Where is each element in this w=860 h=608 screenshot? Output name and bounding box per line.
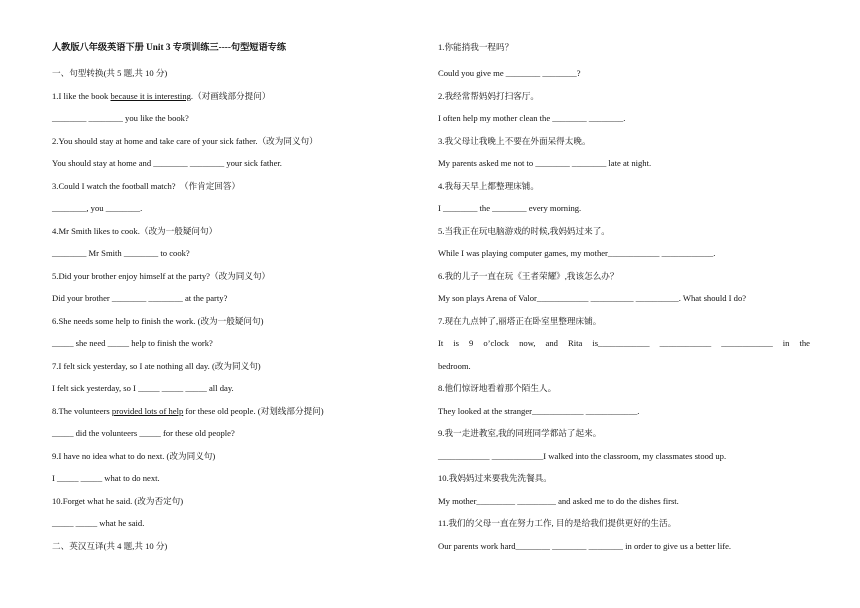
question-line: My son plays Arena of Valor____________ __________ __________. What should I do? — [438, 293, 747, 303]
question-line: ________, you ________. — [52, 203, 143, 213]
word: Rita — [567, 338, 583, 348]
question-line: 5.当我正在玩电脑游戏的时候,我妈妈过来了。 — [438, 226, 610, 236]
question-line — [52, 90, 270, 102]
question-line: 2.You should stay at home and take care of your sick father.（改为同义句） — [52, 136, 318, 146]
word: is — [453, 338, 459, 348]
question-line: 6.She needs some help to finish the work. (改为一般疑问句) — [52, 316, 264, 326]
question-line — [438, 337, 810, 349]
question-line: I felt sick yesterday, so I _____ _____ _____ all day. — [52, 383, 234, 393]
question-line: They looked at the stranger____________ ____________. — [438, 406, 640, 416]
section-heading: 一、句型转换(共 5 题,共 10 分) — [52, 68, 168, 78]
question-line: 11.我们的父母一直在努力工作, 目的是给我们提供更好的生活。 — [438, 518, 677, 528]
word: now, — [519, 338, 536, 348]
text-segment: 1.I like the book — [52, 91, 111, 101]
word: It — [438, 338, 444, 348]
word: the — [799, 338, 810, 348]
word: in — [782, 338, 790, 348]
question-line: _____ _____ what he said. — [52, 518, 145, 528]
question-line: My mother_________ _________ and asked me to do the dishes first. — [438, 496, 679, 506]
underlined-phrase: provided lots of help — [111, 406, 184, 416]
question-line: My parents asked me not to ________ ________ late at night. — [438, 158, 652, 168]
word: is____________ — [592, 338, 650, 348]
word: ____________ — [721, 338, 773, 348]
word: o’clock — [483, 338, 510, 348]
question-line: 7.现在九点钟了,丽塔正在卧室里整理床铺。 — [438, 316, 602, 326]
question-line: 10.我妈妈过来要我先洗餐具。 — [438, 473, 552, 483]
question-line: 3.Could I watch the football match? （作肯定回答） — [52, 181, 241, 191]
question-line: _____ she need _____ help to finish the work? — [52, 338, 213, 348]
word: and — [545, 338, 558, 348]
section-heading: 二、英汉互译(共 4 题,共 10 分) — [52, 541, 168, 551]
question-line: bedroom. — [438, 361, 471, 371]
question-line: 8.他们惊讶地看着那个陌生人。 — [438, 383, 557, 393]
question-line: 5.Did your brother enjoy himself at the party?（改为同义句） — [52, 271, 271, 281]
text-segment: .（对画线部分提问） — [190, 91, 271, 101]
question-line — [52, 405, 324, 417]
question-line: Did your brother ________ ________ at the party? — [52, 293, 228, 303]
question-line: ________ Mr Smith ________ to cook? — [52, 248, 190, 258]
question-line: Our parents work hard________ ________ ________ in order to give us a better life. — [438, 541, 732, 551]
question-line: 6.我的儿子一直在玩《王者荣耀》,我该怎么办？ — [438, 271, 619, 281]
question-line: 3.我父母让我晚上不要在外面呆得太晚。 — [438, 136, 591, 146]
worksheet-title: 人教版八年级英语下册 Unit 3 专项训练三----句型短语专练 — [52, 42, 287, 52]
question-line: I ________ the ________ every morning. — [438, 203, 582, 213]
word: 9 — [469, 338, 474, 348]
question-line: ________ ________ you like the book? — [52, 113, 189, 123]
text-segment: 8.The volunteers — [52, 406, 112, 416]
question-line: 7.I felt sick yesterday, so I ate nothing all day. (改为同义句) — [52, 361, 261, 371]
underlined-phrase: because it is interesting — [110, 91, 191, 101]
question-line: You should stay at home and ________ ________ your sick father. — [52, 158, 282, 168]
question-line: 1.你能捎我一程吗？ — [438, 42, 514, 52]
question-line: 4.Mr Smith likes to cook.（改为一般疑问句） — [52, 226, 218, 236]
question-line: _____ did the volunteers _____ for these old people? — [52, 428, 235, 438]
question-line: 4.我每天早上都整理床铺。 — [438, 181, 539, 191]
question-line: ____________ ____________I walked into the classroom, my classmates stood up. — [438, 451, 727, 461]
question-line: 10.Forget what he said. (改为否定句) — [52, 496, 184, 506]
question-line: I often help my mother clean the ________ ________. — [438, 113, 626, 123]
text-segment: for these old people. (对划线部分提问) — [183, 406, 324, 416]
question-line: Could you give me ________ ________? — [438, 68, 581, 78]
question-line: I _____ _____ what to do next. — [52, 473, 160, 483]
word: ____________ — [659, 338, 712, 348]
question-line: 9.I have no idea what to do next. (改为同义句) — [52, 451, 216, 461]
question-line: While I was playing computer games, my mother____________ ____________. — [438, 248, 716, 258]
question-line: 2.我经常帮妈妈打扫客厅。 — [438, 91, 539, 101]
question-line: 9.我一走进教室,我的同班同学都站了起来。 — [438, 428, 602, 438]
